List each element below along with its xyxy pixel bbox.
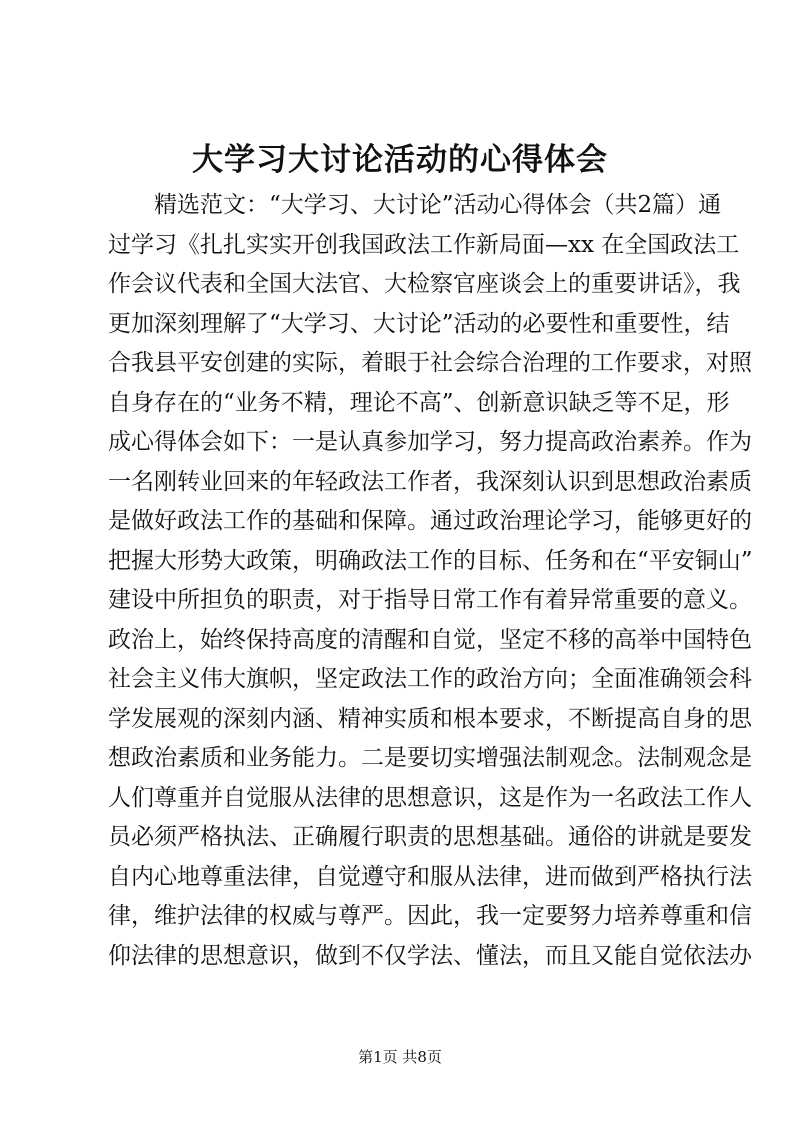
body-line: 建设中所担负的职责，对于指导日常工作有着异常重要的意义。	[108, 587, 752, 613]
body-line: 自内心地尊重法律，自觉遵守和服从法律，进而做到严格执行法	[108, 863, 752, 890]
body-line: 自身存在的“业务不精，理论不高”、创新意识缺乏等不足，形	[108, 389, 730, 416]
body-line: 人们尊重并自觉服从法律的思想意识，这是作为一名政法工作人	[108, 784, 752, 811]
body-line: 精选范文：“大学习、大讨论”活动心得体会（共2篇）通	[154, 192, 722, 218]
body-line: 是做好政法工作的基础和保障。通过政治理论学习，能够更好的	[108, 508, 752, 534]
body-line: 律，维护法律的权威与尊严。因此，我一定要努力培养尊重和信	[108, 903, 752, 929]
body-line: 想政治素质和业务能力。二是要切实增强法制观念。法制观念是	[108, 745, 752, 771]
body-line: 仰法律的思想意识，做到不仅学法、懂法，而且又能自觉依法办	[108, 942, 752, 969]
document-title: 大学习大讨论活动的心得体会	[192, 142, 608, 178]
body-line: 成心得体会如下：一是认真参加学习，努力提高政治素养。作为	[108, 429, 752, 455]
page-footer: 第1页 共8页	[358, 1048, 442, 1066]
document-body	[108, 186, 753, 976]
body-line: 学发展观的深刻内涵、精神实质和根本要求，不断提高自身的思	[108, 705, 752, 732]
body-line: 过学习《扎扎实实开创我国政法工作新局面—xx 在全国政法工	[108, 231, 740, 258]
body-line: 把握大形势大政策，明确政法工作的目标、任务和在“平安铜山”	[108, 547, 753, 574]
body-line: 社会主义伟大旗帜，坚定政法工作的政治方向；全面准确领会科	[108, 666, 752, 692]
body-line: 更加深刻理解了“大学习、大讨论”活动的必要性和重要性，结	[108, 310, 730, 337]
body-line: 作会议代表和全国大法官、大检察官座谈会上的重要讲话》，我	[108, 271, 741, 297]
body-line: 合我县平安创建的实际，着眼于社会综合治理的工作要求，对照	[108, 350, 752, 376]
body-line: 员必须严格执法、正确履行职责的思想基础。通俗的讲就是要发	[108, 824, 752, 850]
body-line: 政治上，始终保持高度的清醒和自觉，坚定不移的高举中国特色	[108, 626, 752, 653]
body-line: 一名刚转业回来的年轻政法工作者，我深刻认识到思想政治素质	[108, 468, 752, 495]
